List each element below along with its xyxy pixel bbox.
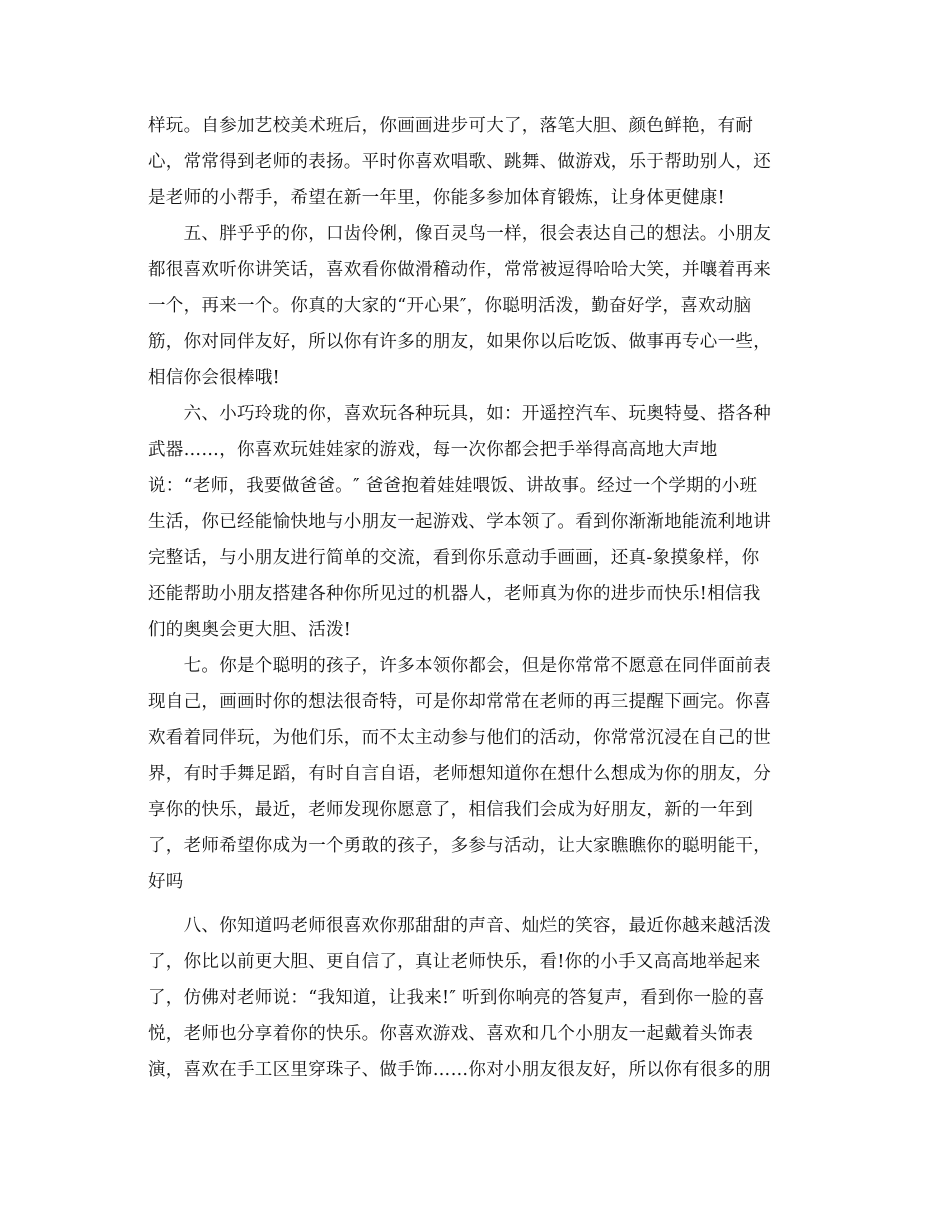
text-line: 五、胖乎乎的你，口齿伶俐，像百灵鸟一样，很会表达自己的想法。小朋友 <box>148 224 771 244</box>
text-line: 都很喜欢听你讲笑话，喜欢看你做滑稽动作，常常被逗得哈哈大笑，并嚷着再来 <box>148 260 771 280</box>
text-line: 现自己，画画时你的想法很奇特，可是你却常常在老师的再三提醒下画完。你喜 <box>148 692 771 712</box>
text-line: 相信你会很棒哦! <box>148 368 280 388</box>
body-text <box>148 108 808 1088</box>
text-line: 享你的快乐，最近，老师发现你愿意了，相信我们会成为好朋友，新的一年到 <box>148 800 754 820</box>
text-line: 好吗 <box>148 872 184 892</box>
text-line: 们的奥奥会更大胆、活泼! <box>148 620 352 640</box>
text-line: 欢看着同伴玩，为他们乐，而不太主动参与他们的活动，你常常沉浸在自己的世 <box>148 728 771 748</box>
text-line: 还能帮助小朋友搭建各种你所见过的机器人，老师真为你的进步而快乐!相信我 <box>148 584 761 604</box>
text-line: 一个，再来一个。你真的大家的“开心果″，你聪明活泼，勤奋好学，喜欢动脑 <box>148 296 752 316</box>
text-line: 筋，你对同伴友好，所以你有许多的朋友，如果你以后吃饭、做事再专心一些， <box>148 332 771 352</box>
text-line: 是老师的小帮手，希望在新一年里，你能多参加体育锻炼，让身体更健康! <box>148 188 725 208</box>
text-line: 了，仿佛对老师说：“我知道，让我来!″ 听到你响亮的答复声，看到你一脸的喜 <box>148 988 765 1008</box>
text-line: 完整话，与小朋友进行简单的交流，看到你乐意动手画画，还真-象摸象样，你 <box>148 548 760 568</box>
text-line: 界，有时手舞足蹈，有时自言自语，老师想知道你在想什么想成为你的朋友，分 <box>148 764 771 784</box>
text-line: 演，喜欢在手工区里穿珠子、做手饰……你对小朋友很友好，所以你有很多的朋 <box>148 1060 771 1080</box>
text-line: 七。你是个聪明的孩子，许多本领你都会，但是你常常不愿意在同伴面前表 <box>148 656 771 676</box>
text-line: 心，常常得到老师的表扬。平时你喜欢唱歌、跳舞、做游戏，乐于帮助别人，还 <box>148 152 771 172</box>
text-line: 六、小巧玲珑的你，喜欢玩各种玩具，如：开遥控汽车、玩奥特曼、搭各种 <box>148 404 771 424</box>
text-line: 说：“老师，我要做爸爸。″ 爸爸抱着娃娃喂饭、讲故事。经过一个学期的小班 <box>148 476 758 496</box>
text-line: 样玩。自参加艺校美术班后，你画画进步可大了，落笔大胆、颜色鲜艳，有耐 <box>148 116 754 136</box>
text-line: 武器……，你喜欢玩娃娃家的游戏，每一次你都会把手举得高高地大声地 <box>148 440 718 460</box>
text-line: 了，你比以前更大胆、更自信了，真让老师快乐，看!你的小手又高高地举起来 <box>148 952 761 972</box>
text-line: 生活，你已经能愉快地与小朋友一起游戏、学本领了。看到你渐渐地能流利地讲 <box>148 512 771 532</box>
paragraph-spacer <box>148 900 808 908</box>
text-line: 八、你知道吗老师很喜欢你那甜甜的声音、灿烂的笑容，最近你越来越活泼 <box>148 916 771 936</box>
text-line: 了，老师希望你成为一个勇敢的孩子，多参与活动，让大家瞧瞧你的聪明能干， <box>148 836 771 856</box>
text-line: 悦，老师也分享着你的快乐。你喜欢游戏、喜欢和几个小朋友一起戴着头饰表 <box>148 1024 754 1044</box>
